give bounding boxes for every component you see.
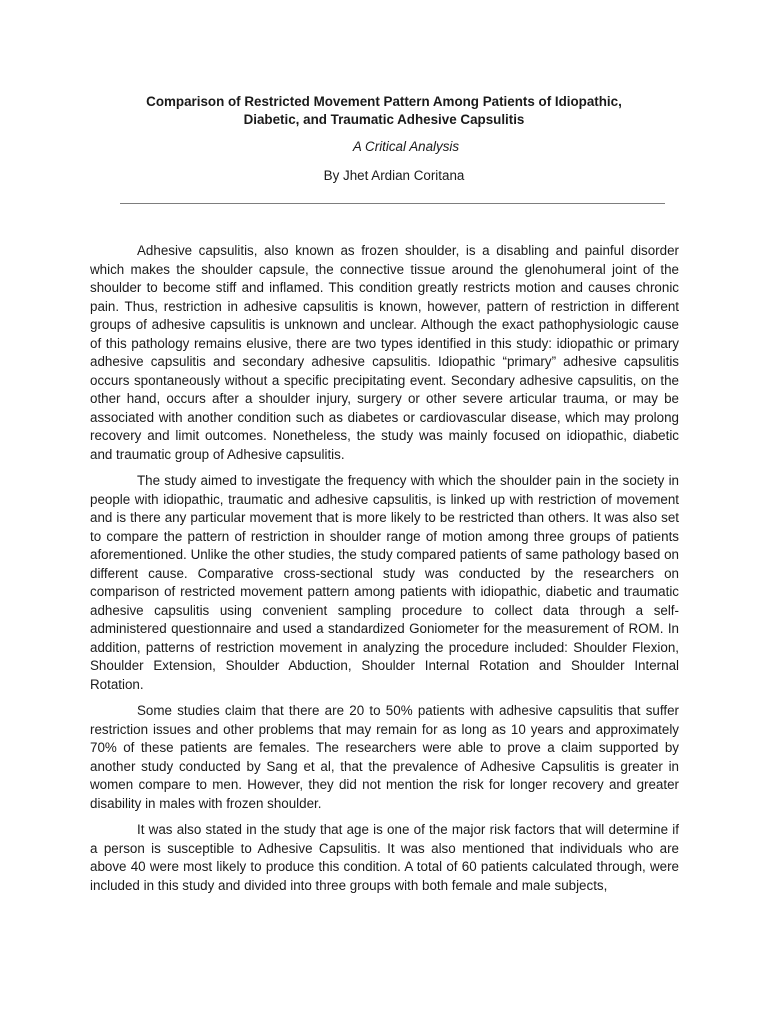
body-paragraph-1: Adhesive capsulitis, also known as frozen shoulder, is a disabling and painful disorder which makes the shoulder capsule, the connective tissue around the glenohumeral joint of the shoulder to become stiff and inflamed. This condition greatly restricts motion and causes chronic pain. Thus, restriction in adhesive capsulitis is known, however, pattern of restriction in different groups of adhesive capsulitis is unknown and unclear. Although the exact pathophysiologic cause of this pathology remains elusive, there are two types identified in this study: idiopathic or primary adhesive capsulitis and secondary adhesive capsulitis. Idiopathic “primary” adhesive capsulitis occurs spontaneously without a specific precipitating event. Secondary adhesive capsulitis, on the other hand, occurs after a shoulder injury, surgery or other severe articular trauma, or may be associated with another condition such as diabetes or cardiovascular disease, which may prolong recovery and limit outcomes. Nonetheless, the study was mainly focused on idiopathic, diabetic and traumatic group of Adhesive capsulitis. — [90, 243, 679, 462]
document-subtitle: A Critical Analysis — [352, 139, 460, 154]
title-line-1: Comparison of Restricted Movement Pattern Among Patients of Idiopathic, — [146, 94, 622, 109]
document-author: By Jhet Ardian Coritana — [323, 168, 465, 183]
body-paragraph-4: It was also stated in the study that age is one of the major risk factors that will determine if a person is susceptible to Adhesive Capsulitis. It was also mentioned that individuals who are above 40 were most likely to produce this condition. A total of 60 patients calculated through, were included in this study and divided into three groups with both female and male subjects, — [90, 822, 679, 893]
title-divider — [120, 203, 665, 204]
document-body — [90, 242, 679, 903]
body-paragraph-2: The study aimed to investigate the frequency with which the shoulder pain in the society in people with idiopathic, traumatic and adhesive capsulitis, is linked up with restriction of movement and is there any particular movement that is more likely to be restricted than others. It was also set to compare the pattern of restriction in shoulder range of motion among three groups of patients aforementioned. Unlike the other studies, the study compared patients of same pathology based on different cause. Comparative cross-sectional study was conducted by the researchers on comparison of restricted movement pattern among patients with idiopathic, diabetic and traumatic adhesive capsulitis using convenient sampling procedure to collect data through a self-administered questionnaire and used a standardized Goniometer for the measurement of ROM. In addition, patterns of restriction movement in analyzing the procedure included: Shoulder Flexion, Shoulder Extension, Shoulder Abduction, Shoulder Internal Rotation and Shoulder Internal Rotation. — [90, 473, 679, 692]
title-line-2: Diabetic, and Traumatic Adhesive Capsulitis — [243, 112, 525, 127]
document-title — [100, 93, 668, 129]
body-paragraph-3: Some studies claim that there are 20 to 50% patients with adhesive capsulitis that suffer restriction issues and other problems that may remain for as long as 10 years and approximately 70% of these patients are females. The researchers were able to prove a claim supported by another study conducted by Sang et al, that the prevalence of Adhesive Capsulitis is greater in women compare to men. However, they did not mention the risk for longer recovery and greater disability in males with frozen shoulder. — [90, 703, 679, 811]
